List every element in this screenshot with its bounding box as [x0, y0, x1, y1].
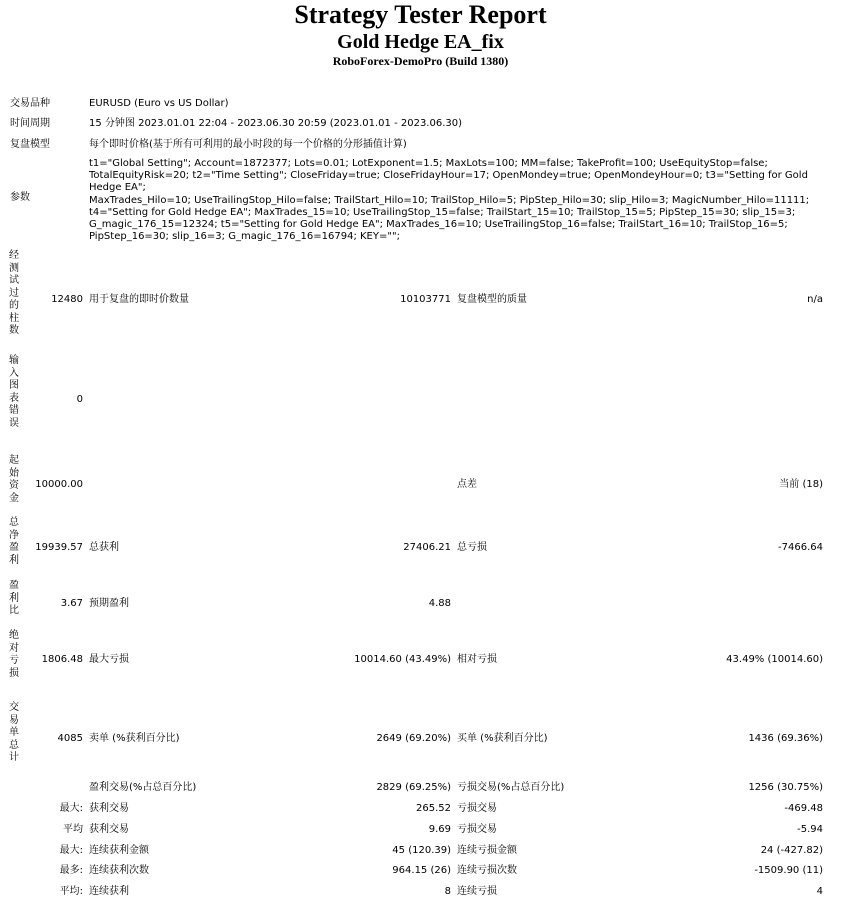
bars-label: 经 测 试 过 的 柱 数 [9, 250, 19, 336]
stats-prefix: 平均 [63, 824, 83, 835]
gross-profit-value: 27406.21 [403, 542, 451, 553]
profit-factor-value: 3.67 [60, 598, 83, 609]
stats-right-value: 24 (-427.82) [760, 845, 823, 856]
relative-drawdown-value: 43.49% (10014.60) [726, 654, 823, 665]
max-drawdown-label: 最大亏损 [89, 654, 129, 665]
quality-value: n/a [807, 294, 823, 305]
stats-right-label: 连续亏损金额 [457, 845, 517, 856]
short-positions-value: 2649 (69.20%) [376, 733, 451, 744]
stats-right-label: 亏损交易(%占总百分比) [457, 782, 565, 793]
ticks-value: 10103771 [400, 294, 451, 305]
short-positions-label: 卖单 (%获利百分比) [89, 733, 180, 744]
stats-left-value: 964.15 (26) [392, 865, 451, 876]
stats-right-value: 4 [816, 886, 823, 897]
net-profit-label: 总 净 盈 利 [9, 517, 19, 566]
symbol-label: 交易品种 [10, 98, 50, 109]
long-positions-label: 买单 (%获利百分比) [457, 733, 548, 744]
bars-value: 12480 [51, 294, 83, 305]
absolute-drawdown-value: 1806.48 [41, 654, 83, 665]
model-value: 每个即时价格(基于所有可利用的最小时段的每一个价格的分形插值计算) [89, 139, 407, 150]
model-label: 复盘模型 [10, 139, 50, 150]
stats-left-label: 连续获利金额 [89, 845, 149, 856]
stats-prefix: 平均: [59, 886, 83, 897]
max-drawdown-value: 10014.60 (43.49%) [354, 654, 451, 665]
stats-right-value: -469.48 [784, 803, 823, 814]
stats-prefix: 最多: [59, 865, 83, 876]
report-title: Strategy Tester Report [294, 0, 547, 29]
stats-left-label: 连续获利 [89, 886, 129, 897]
gross-loss-value: -7466.64 [778, 542, 823, 553]
absolute-drawdown-label: 绝 对 亏 损 [9, 630, 19, 679]
stats-left-label: 盈利交易(%占总百分比) [89, 782, 197, 793]
stats-left-value: 9.69 [428, 824, 451, 835]
stats-right-label: 亏损交易 [457, 803, 497, 814]
period-label: 时间周期 [10, 118, 50, 129]
stats-left-label: 连续获利次数 [89, 865, 149, 876]
server-build: RoboForex-DemoPro (Build 1380) [332, 54, 509, 68]
stats-left-label: 获利交易 [89, 803, 129, 814]
spread-label: 点差 [457, 479, 477, 490]
deposit-value: 10000.00 [35, 479, 83, 490]
stats-left-label: 获利交易 [89, 824, 129, 835]
gross-loss-label: 总亏损 [457, 542, 487, 553]
spread-value: 当前 (18) [779, 479, 823, 490]
expected-payoff-value: 4.88 [428, 598, 451, 609]
expected-payoff-label: 预期盈利 [89, 598, 129, 609]
stats-right-value: -1509.90 (11) [754, 865, 823, 876]
gross-profit-label: 总获利 [89, 542, 119, 553]
stats-prefix: 最大: [59, 845, 83, 856]
long-positions-value: 1436 (69.36%) [748, 733, 823, 744]
quality-label: 复盘模型的质量 [457, 294, 527, 305]
ticks-label: 用于复盘的即时价数量 [89, 294, 189, 305]
errors-label: 输 入 图 表 错 误 [9, 355, 19, 429]
ea-name: Gold Hedge EA_fix [337, 31, 504, 53]
stats-left-value: 265.52 [416, 803, 451, 814]
total-trades-label: 交 易 单 总 计 [9, 702, 19, 763]
stats-right-value: 1256 (30.75%) [748, 782, 823, 793]
errors-value: 0 [76, 394, 83, 405]
net-profit-value: 19939.57 [35, 542, 83, 553]
period-value: 15 分钟图 2023.01.01 22:04 - 2023.06.30 20:59 (2023.01.01 - 2023.06.30) [89, 118, 463, 129]
stats-right-label: 连续亏损次数 [457, 865, 517, 876]
stats-right-value: -5.94 [797, 824, 823, 835]
stats-left-value: 2829 (69.25%) [376, 782, 451, 793]
stats-left-value: 8 [444, 886, 451, 897]
params-value: t1="Global Setting"; Account=1872377; Lots=0.01; LotExponent=1.5; MaxLots=100; MM=false; TakeProfit=100; UseEquityStop=false; TotalEquityRisk=20; t2="Time Setting"; CloseFriday=true; CloseFridayHour=17; OpenMondey=true; OpenMondeyHour=0; t3="Setting for Gold Hedge EA"; MaxTrades_Hilo=10; UseTrailingStop_Hilo=false; TrailStart_Hilo=10; TrailStop_Hilo=5; PipStep_Hilo=30; slip_Hilo=3; MagicNumber_Hilo=11111; t4="Setting for Gold Hedge EA"; MaxTrades_15=10; UseTrailingStop_15=false; TrailStart_15=10; TrailStop_15=5; PipStep_15=30; slip_15=3; G_magic_176_15=12324; t5="Setting for Gold Hedge EA"; MaxTrades_16=10; UseTrailingStop_16=false; TrailStart_16=10; TrailStop_16=5; PipStep_16=30; slip_16=3; G_magic_176_16=16794; KEY=""; [89, 158, 810, 243]
params-label: 参数 [10, 192, 30, 203]
stats-right-label: 亏损交易 [457, 824, 497, 835]
deposit-label: 起 始 资 金 [9, 455, 19, 504]
relative-drawdown-label: 相对亏损 [457, 654, 497, 665]
stats-right-label: 连续亏损 [457, 886, 497, 897]
stats-prefix: 最大: [59, 803, 83, 814]
stats-left-value: 45 (120.39) [392, 845, 451, 856]
symbol-value: EURUSD (Euro vs US Dollar) [89, 98, 229, 109]
total-trades-value: 4085 [57, 733, 83, 744]
profit-factor-label: 盈 利 比 [9, 580, 19, 616]
